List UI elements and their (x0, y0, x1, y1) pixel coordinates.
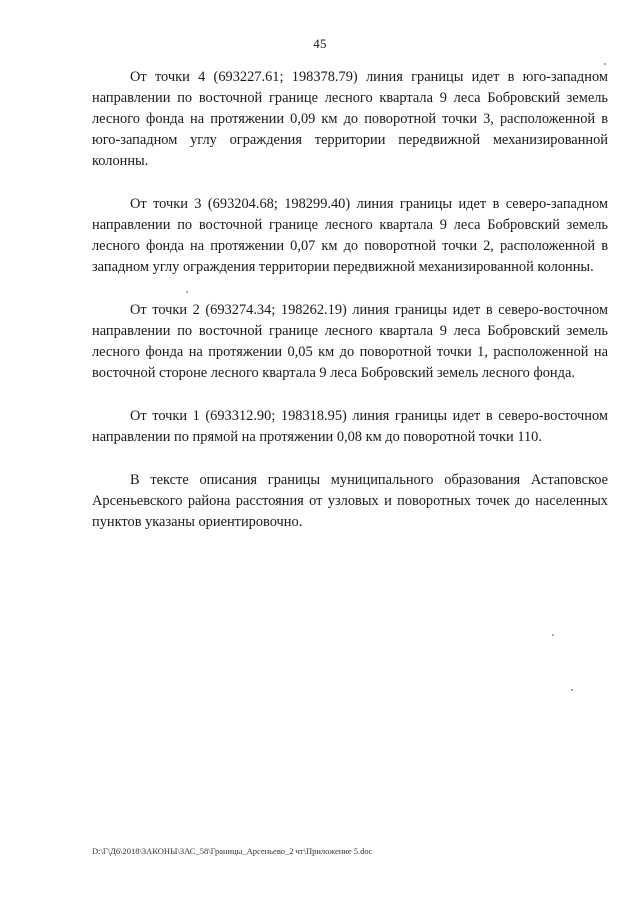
document-body (92, 67, 608, 555)
paragraph-note: В тексте описания границы муниципального образования Астаповское Арсеньевского района расстояния от узловых и поворотных точек до населенных пунктов указаны ориентировочно. (92, 472, 608, 530)
scan-speck (186, 291, 188, 293)
scan-speck (571, 689, 573, 691)
footer-file-path: D:\Г\Д6\2018\ЗАКОНЫ\ЗАС_58\Границы_Арсеньево_2 чт\Приложение 5.doc (92, 846, 373, 856)
paragraph-point-1: От точки 1 (693312.90; 198318.95) линия границы идет в северо-восточном направлении по прямой на протяжении 0,08 км до поворотной точки 110. (92, 408, 608, 445)
paragraph-point-4: От точки 4 (693227.61; 198378.79) линия границы идет в юго-западном направлении по восточной границе лесного квартала 9 леса Бобровский земель лесного фонда на протяжении 0,09 км до поворотной точки 3, расположенной в юго-западном углу ограждения территории передвижной механизированной колонны. (92, 69, 608, 169)
paragraph-point-3: От точки 3 (693204.68; 198299.40) линия границы идет в северо-западном направлении по восточной границе лесного квартала 9 леса Бобровский земель лесного фонда на протяжении 0,07 км до поворотной точки 2, расположенной в западном углу ограждения территории передвижной механизированной колонны. (92, 196, 608, 275)
scan-speck (552, 634, 554, 636)
page-number: 45 (313, 36, 327, 51)
paragraph-point-2: От точки 2 (693274.34; 198262.19) линия границы идет в северо-восточном направлении по восточной границе лесного квартала 9 леса Бобровский земель лесного фонда на протяжении 0,05 км до поворотной точки 1, расположенной на восточной стороне лесного квартала 9 леса Бобровский земель лесного фонда. (92, 302, 608, 381)
scan-speck (604, 63, 606, 65)
